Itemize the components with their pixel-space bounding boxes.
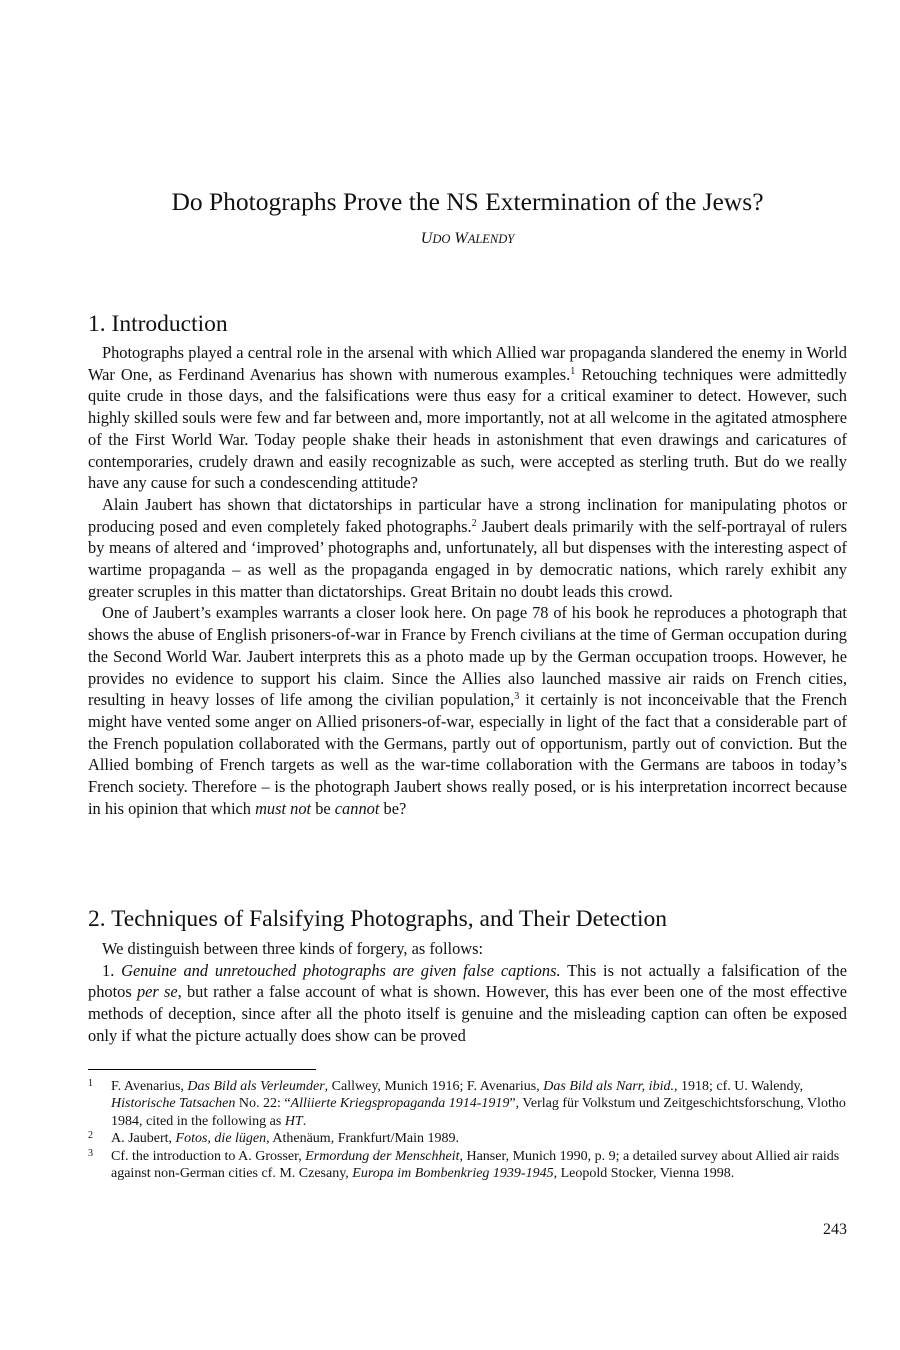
section-body-introduction xyxy=(88,342,847,819)
footnote-divider xyxy=(88,1069,316,1070)
paragraph xyxy=(88,494,847,603)
footnote-number: 2 xyxy=(88,1130,93,1142)
text-run: F. Avenarius, xyxy=(111,1079,188,1094)
section-body-techniques xyxy=(88,938,847,1047)
text-run: , Athenäum, Frankfurt/Main 1989. xyxy=(266,1131,460,1147)
footnote xyxy=(88,1078,847,1130)
text-run: , Leopold Stocker, Vienna 1998. xyxy=(553,1166,735,1182)
footnotes xyxy=(88,1078,847,1182)
italic-text: Genuine and unretouched photographs are given false captions. xyxy=(121,960,561,980)
text-run: A. Jaubert, xyxy=(111,1131,176,1147)
page-number: 243 xyxy=(823,1221,847,1238)
italic-text: per se xyxy=(136,982,178,1002)
footnote-number: 3 xyxy=(88,1147,93,1159)
text-run: We distinguish between three kinds of forgery, as follows: xyxy=(102,939,484,958)
text-run: One of Jaubert’s examples warrants a closer look here. On page 78 of his book he reproduces a photograph that shows the abuse of English prisoners-of-war in France by French civilians at the time of German occupation during the Second World War. Jaubert interprets this as a photo made up by the German occupation troops. However, he provides no evidence to support his claim. Since the Allies also launched massive air raids on French cities, resulting in heavy losses of life among the civilian population, xyxy=(88,603,847,710)
paragraph xyxy=(88,938,847,960)
text-run: be? xyxy=(379,798,407,818)
text-run: be xyxy=(311,798,335,818)
text-run: Photographs played a central role in the arsenal with which Allied war propaganda slandered the enemy in World War One, as Ferdinand Avenarius has shown with numerous examples. xyxy=(88,343,847,384)
text-run: Jaubert deals primarily with the self-portrayal of rulers by means of altered and ‘improved’ photographs and, unfortunately, all but dispenses with the interesting aspect of wartime propaganda – as well as the propaganda engaged in by democratic nations, which rarely exhibit any greater scruples in this matter than dictatorships. Great Britain no doubt leads this crowd. xyxy=(88,516,847,601)
footnote-ref: 3 xyxy=(514,691,520,703)
italic-text: Alliierte Kriegspropaganda 1914-1919 xyxy=(290,1096,510,1112)
text-run: This is not actually a falsification of the photos xyxy=(88,960,847,1002)
italic-text: cannot xyxy=(334,798,380,818)
italic-text: Das Bild als Verleumder xyxy=(187,1079,325,1094)
italic-text: Ermordung der Menschheit xyxy=(305,1148,460,1164)
article-title: Do Photographs Prove the NS Extermination of the Jews? xyxy=(171,187,764,216)
footnote xyxy=(88,1148,847,1183)
text-run: , but rather a false account of what is shown. However, this has ever been one of the most effective methods of deception, since after all the photo itself is genuine and the misleading caption can often be exposed only if what the picture actually does show can be proved xyxy=(88,982,848,1045)
paragraph xyxy=(88,342,847,494)
author-first-initial: U xyxy=(420,230,433,247)
italic-text: Fotos, die lügen xyxy=(175,1131,267,1147)
footnote-ref: 2 xyxy=(471,517,477,529)
text-run: Retouching techniques were admittedly quite crude in those days, and the falsifications were thus easy for a critical examiner to detect. However, such highly skilled souls were few and far between and, more importantly, not at all welcome in the agitated atmosphere of the First World War. Today people shake their heads in astonishment that even drawings and caricatures of contemporaries, crudely drawn and easily recognizable as such, were accepted as sterling truth. But do we really have any cause for such a condescending attitude? xyxy=(88,364,847,493)
author-name xyxy=(88,230,847,248)
author-first-rest: DO xyxy=(432,232,451,246)
text-run: , 1918; cf. U. Walendy, xyxy=(673,1079,804,1094)
text-run: 1. xyxy=(102,960,122,980)
text-run: , Hanser, Munich 1990, p. 9; a detailed survey about Allied air raids against non-German cities cf. M. Czesany, xyxy=(111,1148,840,1182)
author-last-initial: W xyxy=(454,230,468,247)
text-run: . xyxy=(302,1113,307,1129)
italic-text: must not xyxy=(255,798,312,818)
footnote-text xyxy=(111,1149,839,1181)
text-run: it certainly is not inconceivable that the French might have vented some anger on Allied prisoners-of-war, especially in light of the fact that a considerable part of the French population collaborated with the Germans, partly out of opportunism, partly out of conviction. But the Allied bombing of French targets as well as the war-time collaboration with the Germans are taboos in today’s French society. Therefore – is the photograph Jaubert shows really posed, or is his interpretation incorrect because in his opinion that which xyxy=(88,690,848,818)
author-last-rest: ALENDY xyxy=(467,232,515,246)
section-heading-techniques: 2. Techniques of Falsifying Photographs, and Their Detection xyxy=(88,906,668,932)
italic-text: Europa im Bombenkrieg 1939-1945 xyxy=(352,1166,554,1182)
text-run: ”, Verlag für Volkstum und Zeitgeschichtsforschung, Vlotho 1984, cited in the following as xyxy=(111,1096,846,1129)
italic-text: Historische Tatsachen xyxy=(111,1096,236,1112)
footnote-text xyxy=(111,1079,846,1129)
text-run: Alain Jaubert has shown that dictatorships in particular have a strong inclination for manipulating photos or producing posed and even completely faked photographs. xyxy=(88,494,847,536)
footnote xyxy=(88,1130,847,1147)
text-run: No. 22: “ xyxy=(235,1096,291,1112)
paragraph xyxy=(88,602,847,819)
footnote-ref: 1 xyxy=(570,365,576,377)
text-run: Cf. the introduction to A. Grosser, xyxy=(111,1148,306,1164)
footnote-text xyxy=(111,1131,459,1146)
text-run: , Callwey, Munich 1916; F. Avenarius, xyxy=(324,1079,544,1094)
italic-text: Das Bild als Narr, ibid. xyxy=(543,1079,674,1094)
paragraph xyxy=(88,960,847,1047)
footnote-number: 1 xyxy=(88,1078,93,1089)
italic-text: HT xyxy=(284,1113,303,1129)
section-heading-introduction: 1. Introduction xyxy=(88,311,228,337)
